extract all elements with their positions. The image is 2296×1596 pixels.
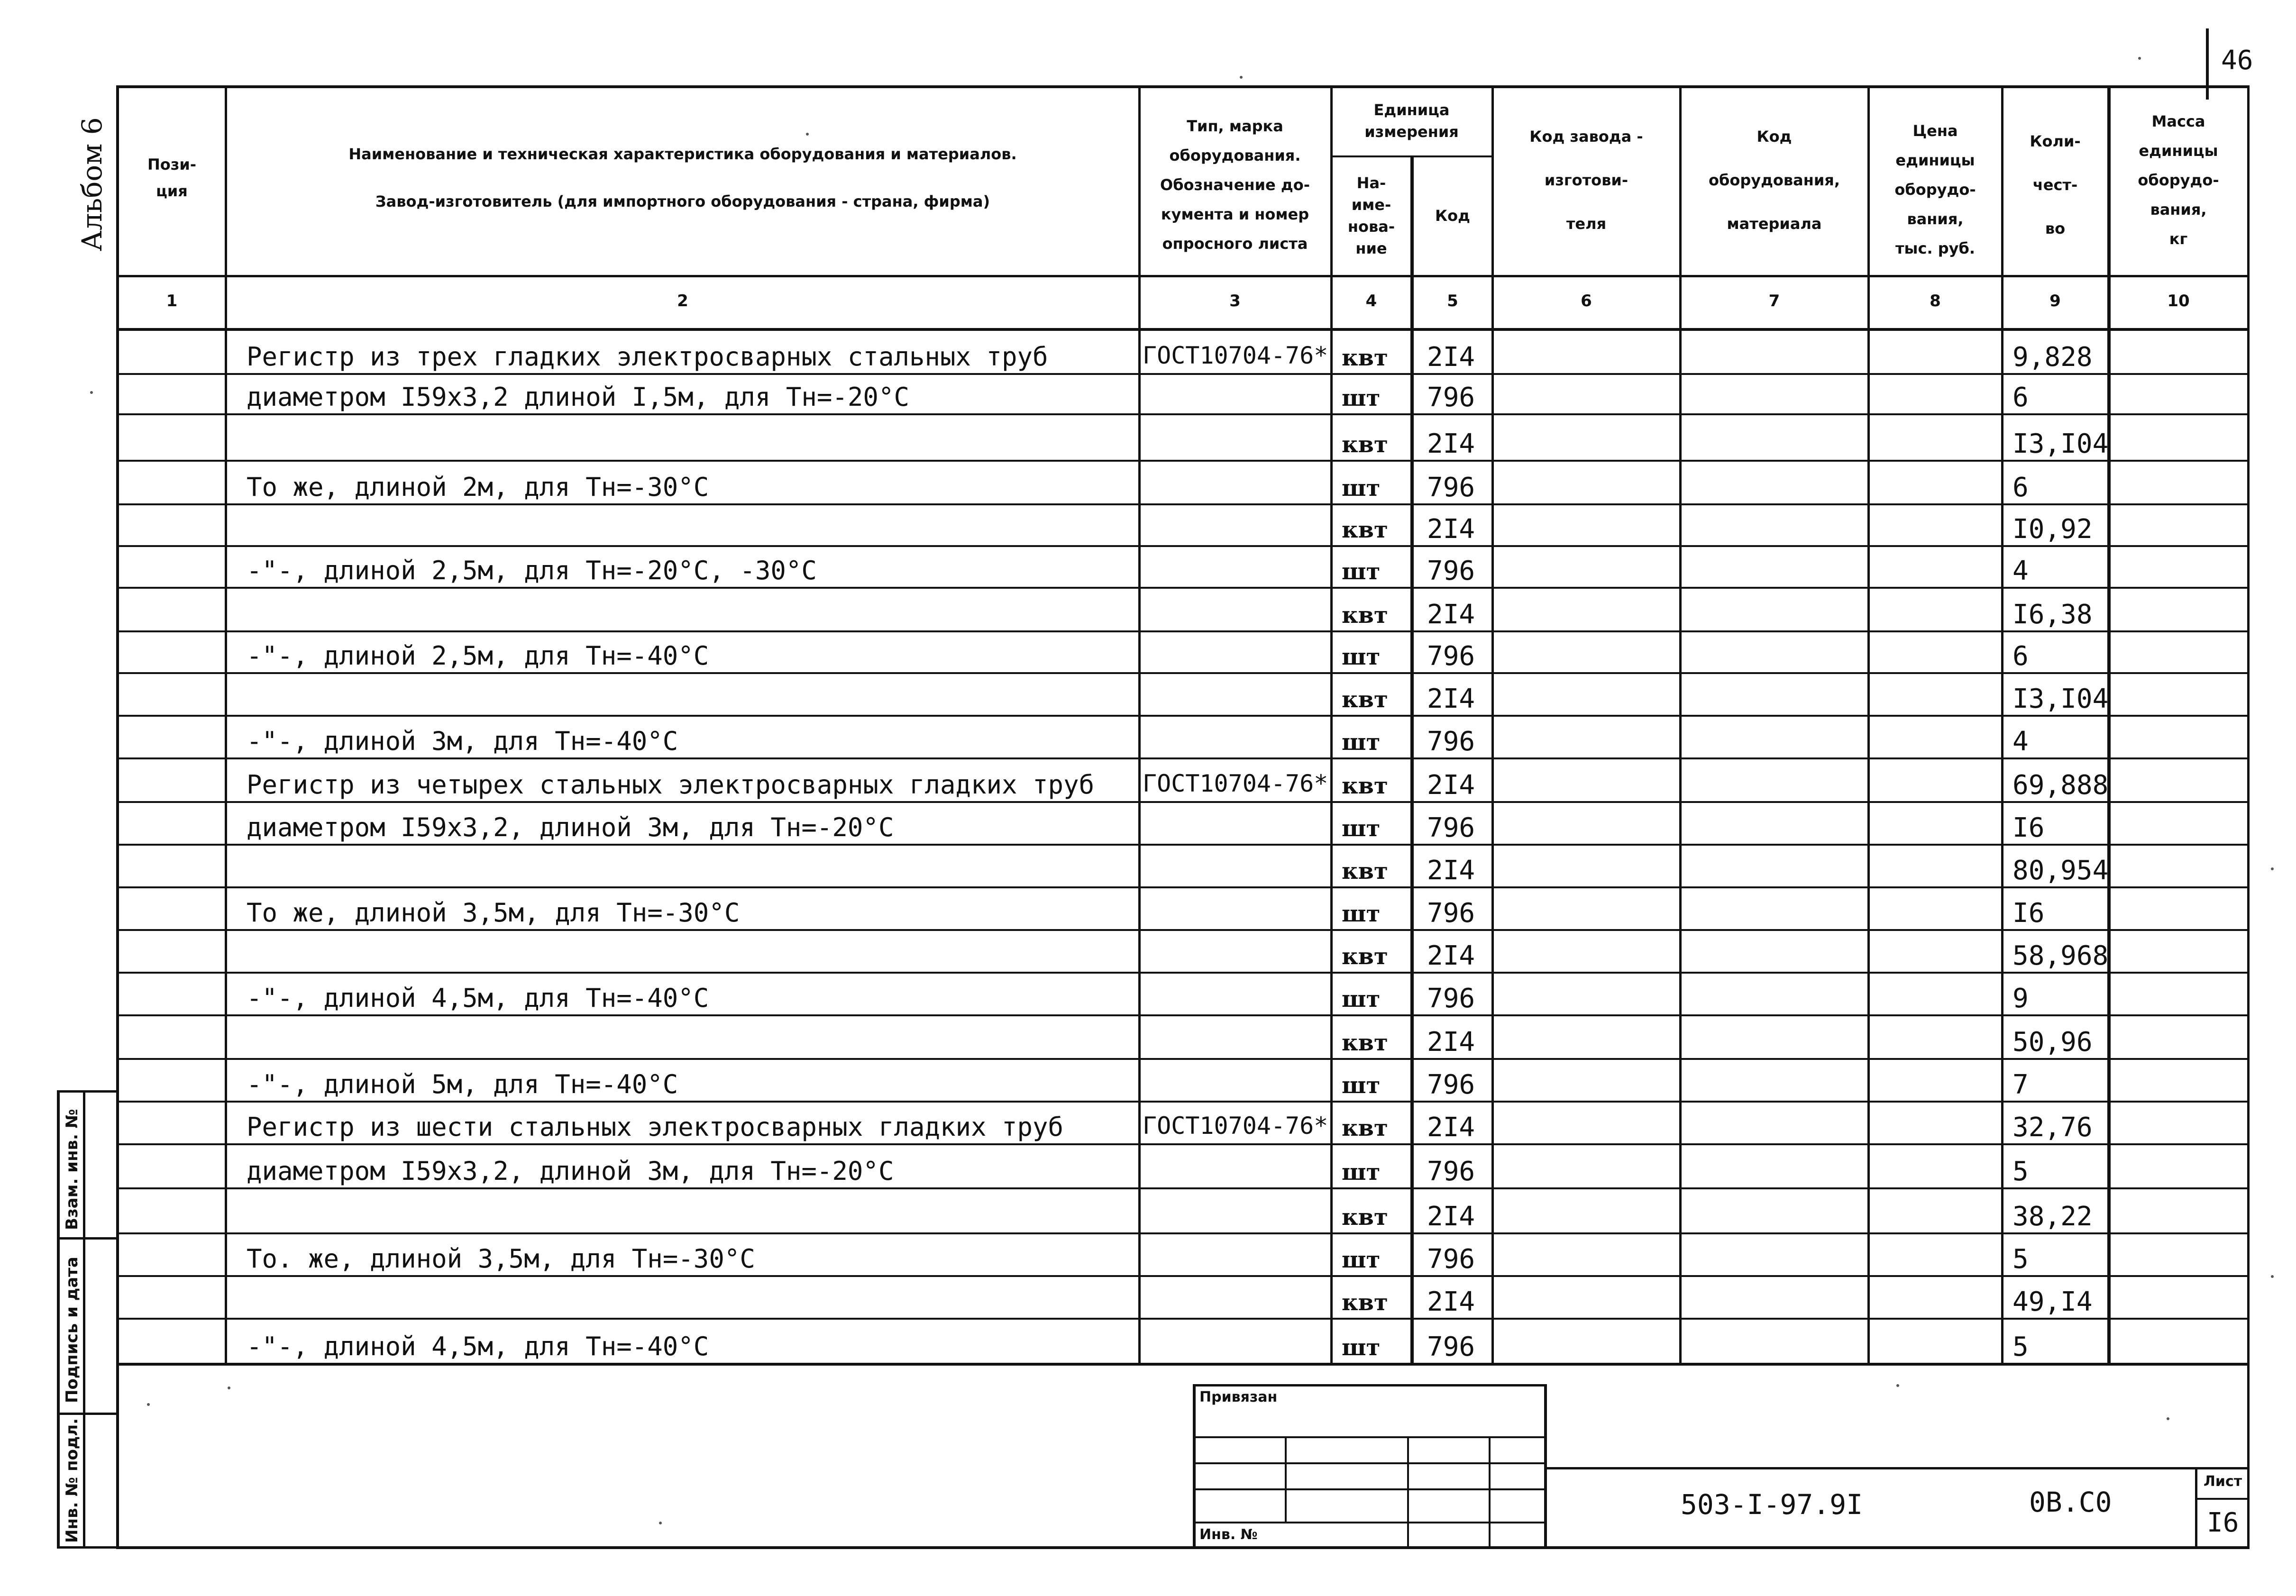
col-number: 8 — [1930, 292, 1941, 310]
item-quantity: 7 — [2012, 1069, 2029, 1100]
item-unit: шт — [1342, 644, 1381, 670]
item-unit-code: 2I4 — [1427, 429, 1475, 459]
item-document: ГОСТ10704-76* — [1143, 342, 1328, 369]
item-unit-code: 2I4 — [1427, 514, 1475, 545]
item-name: Регистр из шести стальных электросварных гладких труб — [247, 1112, 1064, 1142]
item-unit-code: 2I4 — [1427, 770, 1475, 801]
item-quantity: 4 — [2012, 556, 2029, 586]
col-number: 5 — [1447, 292, 1458, 310]
item-unit: шт — [1342, 475, 1381, 502]
item-unit-code: 796 — [1427, 472, 1475, 503]
item-name: диаметром I59x3,2, длиной 3м, для Тн=-20°С — [247, 812, 894, 842]
item-unit: шт — [1342, 901, 1381, 927]
album-label: Альбом 6 — [76, 117, 108, 251]
item-quantity: I6,38 — [2012, 599, 2093, 630]
item-quantity: 5 — [2012, 1332, 2029, 1362]
item-document: ГОСТ10704-76* — [1143, 770, 1328, 797]
item-quantity: I6 — [2012, 812, 2045, 843]
item-name: Регистр из трех гладких электросварных стальных труб — [247, 342, 1048, 372]
item-unit-code: 2I4 — [1427, 940, 1475, 971]
item-quantity: 50,96 — [2012, 1027, 2093, 1058]
item-unit: шт — [1342, 1334, 1381, 1361]
item-unit: шт — [1342, 385, 1381, 411]
item-quantity: 6 — [2012, 382, 2029, 413]
item-unit: квт — [1342, 943, 1388, 970]
item-unit: шт — [1342, 1247, 1381, 1273]
col-number: 10 — [2167, 292, 2190, 310]
header-unit-group: Единица измерения — [1364, 101, 1459, 141]
item-unit: квт — [1342, 1289, 1388, 1316]
side-label-inv-original: Инв. № подл. — [63, 1418, 82, 1543]
item-quantity: 49,I4 — [2012, 1286, 2093, 1317]
col-number: 7 — [1768, 292, 1780, 310]
header-unit-name: На- име- нова- ние — [1347, 174, 1395, 257]
item-unit: квт — [1342, 773, 1388, 799]
document-code: 0В.С0 — [2029, 1486, 2112, 1518]
item-unit-code: 2I4 — [1427, 684, 1475, 714]
privyazan-label: Привязан — [1199, 1389, 1278, 1405]
header-unit-code: Код — [1435, 207, 1470, 225]
item-name: -"-, длиной 2,5м, для Тн=-40°С — [247, 641, 709, 671]
item-unit: квт — [1342, 1030, 1388, 1056]
header-factory-code: Код завода - изготови- теля — [1529, 128, 1643, 233]
item-unit-code: 796 — [1427, 726, 1475, 757]
item-unit-code: 2I4 — [1427, 599, 1475, 630]
item-unit: квт — [1342, 686, 1388, 713]
item-quantity: 32,76 — [2012, 1112, 2093, 1143]
item-unit-code: 796 — [1427, 1332, 1475, 1362]
item-name: -"-, длиной 2,5м, для Тн=-20°С, -30°С — [247, 556, 817, 585]
item-quantity: 6 — [2012, 641, 2029, 672]
item-name: -"-, длиной 4,5м, для Тн=-40°С — [247, 1332, 709, 1361]
item-quantity: I3,I04 — [2012, 429, 2109, 459]
item-unit-code: 796 — [1427, 812, 1475, 843]
item-unit-code: 796 — [1427, 983, 1475, 1014]
item-unit: шт — [1342, 1159, 1381, 1186]
item-quantity: I6 — [2012, 898, 2045, 929]
header-mass: Масса единицы оборудо- вания, кг — [2138, 112, 2219, 248]
item-quantity: 5 — [2012, 1244, 2029, 1275]
item-unit: шт — [1342, 1072, 1381, 1099]
side-label-replace-inv: Взам. инв. № — [63, 1109, 82, 1230]
item-quantity: 58,968 — [2012, 940, 2109, 971]
item-unit-code: 2I4 — [1427, 1201, 1475, 1232]
item-unit-code: 796 — [1427, 641, 1475, 672]
item-unit: квт — [1342, 858, 1388, 885]
col-number: 2 — [677, 292, 688, 310]
item-unit-code: 796 — [1427, 1069, 1475, 1100]
sheet-number: I6 — [2207, 1507, 2239, 1538]
item-name: диаметром I59x3,2, длиной 3м, для Тн=-20°С — [247, 1156, 894, 1186]
item-unit: квт — [1342, 1204, 1388, 1231]
item-quantity: 4 — [2012, 726, 2029, 757]
inv-no-label: Инв. № — [1199, 1526, 1258, 1543]
item-unit-code: 796 — [1427, 1244, 1475, 1275]
item-unit-code: 796 — [1427, 898, 1475, 929]
item-name: -"-, длиной 4,5м, для Тн=-40°С — [247, 983, 709, 1013]
item-name: То же, длиной 3,5м, для Тн=-30°С — [247, 898, 740, 928]
col-number: 9 — [2049, 292, 2061, 310]
header-equipment-code: Код оборудования, материала — [1709, 128, 1840, 233]
item-quantity: 5 — [2012, 1156, 2029, 1187]
item-quantity: I0,92 — [2012, 514, 2093, 545]
item-name: Регистр из четырех стальных электросварных гладких труб — [247, 770, 1095, 800]
item-unit: квт — [1342, 1115, 1388, 1141]
item-unit-code: 2I4 — [1427, 1112, 1475, 1143]
item-unit: шт — [1342, 558, 1381, 585]
item-quantity: 9,828 — [2012, 342, 2093, 373]
header-price: Цена единицы оборудо- вания, тыс. руб. — [1894, 122, 1976, 257]
item-unit-code: 2I4 — [1427, 1027, 1475, 1058]
item-name: -"-, длиной 3м, для Тн=-40°С — [247, 726, 678, 756]
document-designation: 503-I-97.9I — [1681, 1488, 1863, 1521]
item-unit-code: 2I4 — [1427, 342, 1475, 373]
item-unit: квт — [1342, 431, 1388, 458]
item-unit: шт — [1342, 815, 1381, 842]
item-unit: квт — [1342, 517, 1388, 543]
item-quantity: 38,22 — [2012, 1201, 2093, 1232]
item-name: То. же, длиной 3,5м, для Тн=-30°С — [247, 1244, 755, 1274]
item-unit-code: 796 — [1427, 382, 1475, 413]
col-number: 3 — [1229, 292, 1241, 310]
item-unit-code: 796 — [1427, 556, 1475, 586]
page-number: 46 — [2221, 45, 2253, 76]
col-number: 6 — [1581, 292, 1592, 310]
col-number: 4 — [1365, 292, 1377, 310]
item-name: То же, длиной 2м, для Тн=-30°С — [247, 472, 709, 502]
item-name: -"-, длиной 5м, для Тн=-40°С — [247, 1069, 678, 1099]
item-document: ГОСТ10704-76* — [1143, 1112, 1328, 1140]
header-type: Тип, марка оборудования. Обозначение до- кумента и номер опросного листа — [1160, 117, 1310, 253]
item-quantity: 69,888 — [2012, 770, 2109, 801]
sheet-label: Лист — [2204, 1473, 2242, 1490]
item-unit: квт — [1342, 345, 1388, 371]
item-quantity: 80,954 — [2012, 855, 2109, 886]
side-label-signature-date: Подпись и дата — [63, 1257, 82, 1403]
item-quantity: I3,I04 — [2012, 684, 2109, 714]
item-name: диаметром I59x3,2 длиной I,5м, для Тн=-20°С — [247, 382, 909, 412]
item-quantity: 9 — [2012, 983, 2029, 1014]
item-quantity: 6 — [2012, 472, 2029, 503]
header-quantity: Коли- чест- во — [2030, 132, 2081, 237]
item-unit-code: 2I4 — [1427, 1286, 1475, 1317]
header-position: Пози- ция — [147, 155, 197, 200]
item-unit: шт — [1342, 986, 1381, 1012]
item-unit-code: 796 — [1427, 1156, 1475, 1187]
item-unit-code: 2I4 — [1427, 855, 1475, 886]
item-unit: шт — [1342, 729, 1381, 756]
item-unit: квт — [1342, 602, 1388, 629]
header-name: Наименование и техническая характеристика оборудования и материалов. Завод-изготовитель (для импортного оборудования - страна, фирма) — [348, 145, 1017, 210]
col-number: 1 — [166, 292, 178, 310]
